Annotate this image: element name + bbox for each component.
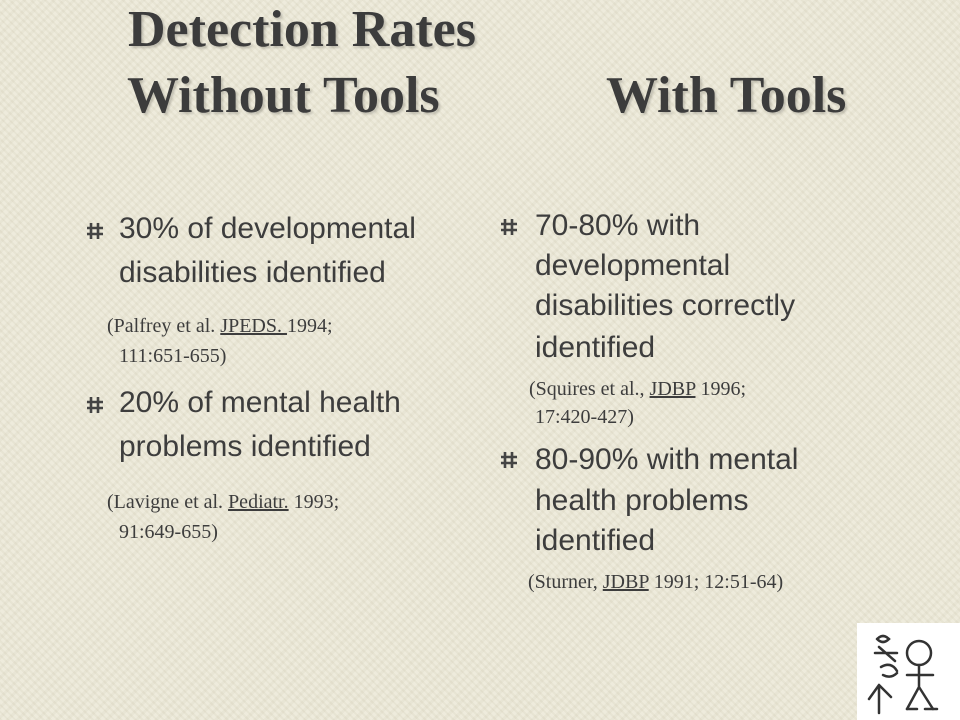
column-heading-with-tools: With Tools	[606, 67, 847, 124]
right-citation-1-line-2: 17:420-427)	[535, 406, 634, 428]
left-citation-2-line-2: 91:649-655)	[119, 521, 218, 543]
citation-author: (Squires et al.,	[529, 378, 650, 400]
citation-author: (Sturner,	[528, 571, 603, 593]
hash-bullet-icon	[86, 396, 104, 414]
left-bullet-2-line-1: 20% of mental health	[119, 386, 401, 419]
citation-journal: JDBP	[649, 378, 696, 400]
right-bullet-1-line-1: 70-80% with	[535, 209, 701, 242]
left-bullet-1-line-2: disabilities identified	[119, 256, 386, 289]
left-citation-1-line-2: 111:651-655)	[119, 345, 227, 367]
right-bullet-1-line-2: developmental	[535, 249, 731, 282]
left-citation-2	[107, 486, 427, 518]
right-bullet-1-line-4: identified	[535, 331, 656, 364]
right-bullet-2-line-2: health problems	[535, 484, 749, 517]
column-heading-without-tools: Without Tools	[127, 67, 440, 124]
citation-author: (Palfrey et al.	[107, 315, 221, 337]
citation-journal: JDBP	[602, 571, 649, 593]
citation-year: 1996;	[695, 378, 747, 400]
citation-year: 1993;	[288, 491, 340, 513]
left-bullet-2-line-2: problems identified	[119, 430, 371, 463]
right-citation-2	[528, 566, 908, 598]
citation-journal: Pediatr.	[228, 491, 289, 513]
right-bullet-2-line-3: identified	[535, 524, 656, 557]
hash-bullet-icon	[86, 222, 104, 240]
hash-bullet-icon	[500, 218, 518, 236]
right-bullet-2-line-1: 80-90% with mental	[535, 443, 799, 476]
citation-author: (Lavigne et al.	[107, 491, 229, 513]
citation-year: 1991; 12:51-64)	[648, 571, 784, 593]
left-citation-1	[107, 310, 427, 342]
citation-journal: JPEDS.	[220, 315, 287, 337]
slide-title: Detection Rates	[128, 1, 476, 58]
child-figure-logo	[857, 623, 960, 720]
left-bullet-1-line-1: 30% of developmental	[119, 212, 416, 245]
hash-bullet-icon	[500, 451, 518, 469]
right-bullet-1-line-3: disabilities correctly	[535, 289, 796, 322]
citation-year: 1994;	[286, 315, 333, 337]
